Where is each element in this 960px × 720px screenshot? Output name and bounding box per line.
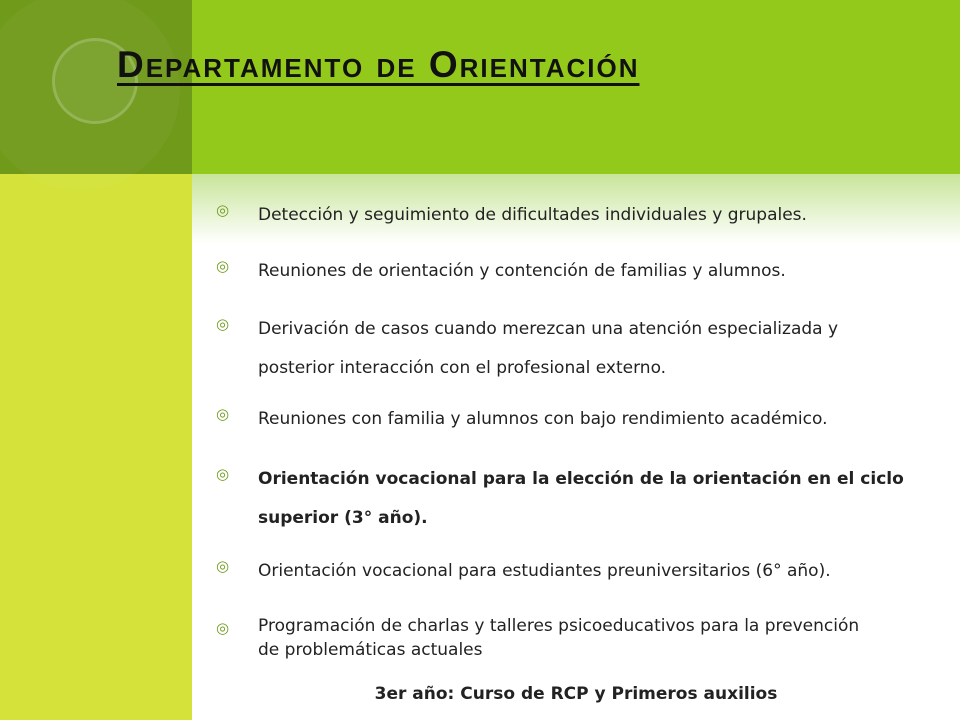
bullet-line: superior (3° año). <box>258 508 428 528</box>
target-bullet-icon: ◎ <box>216 315 230 333</box>
target-bullet-icon: ◎ <box>216 201 230 219</box>
list-item <box>210 460 950 538</box>
bullet-text: Detección y seguimiento de dificultades individuales y grupales. <box>258 205 807 225</box>
bullet-line: Orientación vocacional para la elección de la orientación en el ciclo <box>258 469 904 489</box>
bullet-text <box>258 460 950 538</box>
bullet-line: de problemáticas actuales <box>258 640 483 660</box>
list-item <box>210 552 950 591</box>
bullet-text: Reuniones con familia y alumnos con bajo rendimiento académico. <box>258 409 828 429</box>
bullet-text: Orientación vocacional para estudiantes preuniversitarios (6° año). <box>258 561 831 581</box>
bullet-text: Reuniones de orientación y contención de familias y alumnos. <box>258 261 786 281</box>
target-bullet-icon: ◎ <box>216 557 230 575</box>
list-item <box>210 614 950 662</box>
target-bullet-icon: ◎ <box>216 257 230 275</box>
bullet-line: posterior interacción con el profesional externo. <box>258 358 667 378</box>
bullet-text <box>258 310 950 388</box>
header-light-panel <box>192 0 960 174</box>
list-item <box>210 400 950 439</box>
target-bullet-icon: ◎ <box>216 465 230 483</box>
target-bullet-icon: ◎ <box>216 619 230 637</box>
list-item <box>210 310 950 388</box>
footer-note: 3er año: Curso de RCP y Primeros auxilios <box>374 684 778 704</box>
header-dark-panel <box>0 0 192 174</box>
slide-title: Departamento de Orientación <box>117 44 640 85</box>
bullet-line: Programación de charlas y talleres psicoeducativos para la prevención <box>258 616 860 636</box>
bullet-line: Derivación de casos cuando merezcan una atención especializada y <box>258 319 839 339</box>
list-item <box>210 196 950 235</box>
target-bullet-icon: ◎ <box>216 405 230 423</box>
list-item <box>210 252 950 291</box>
bullet-text <box>258 614 950 662</box>
